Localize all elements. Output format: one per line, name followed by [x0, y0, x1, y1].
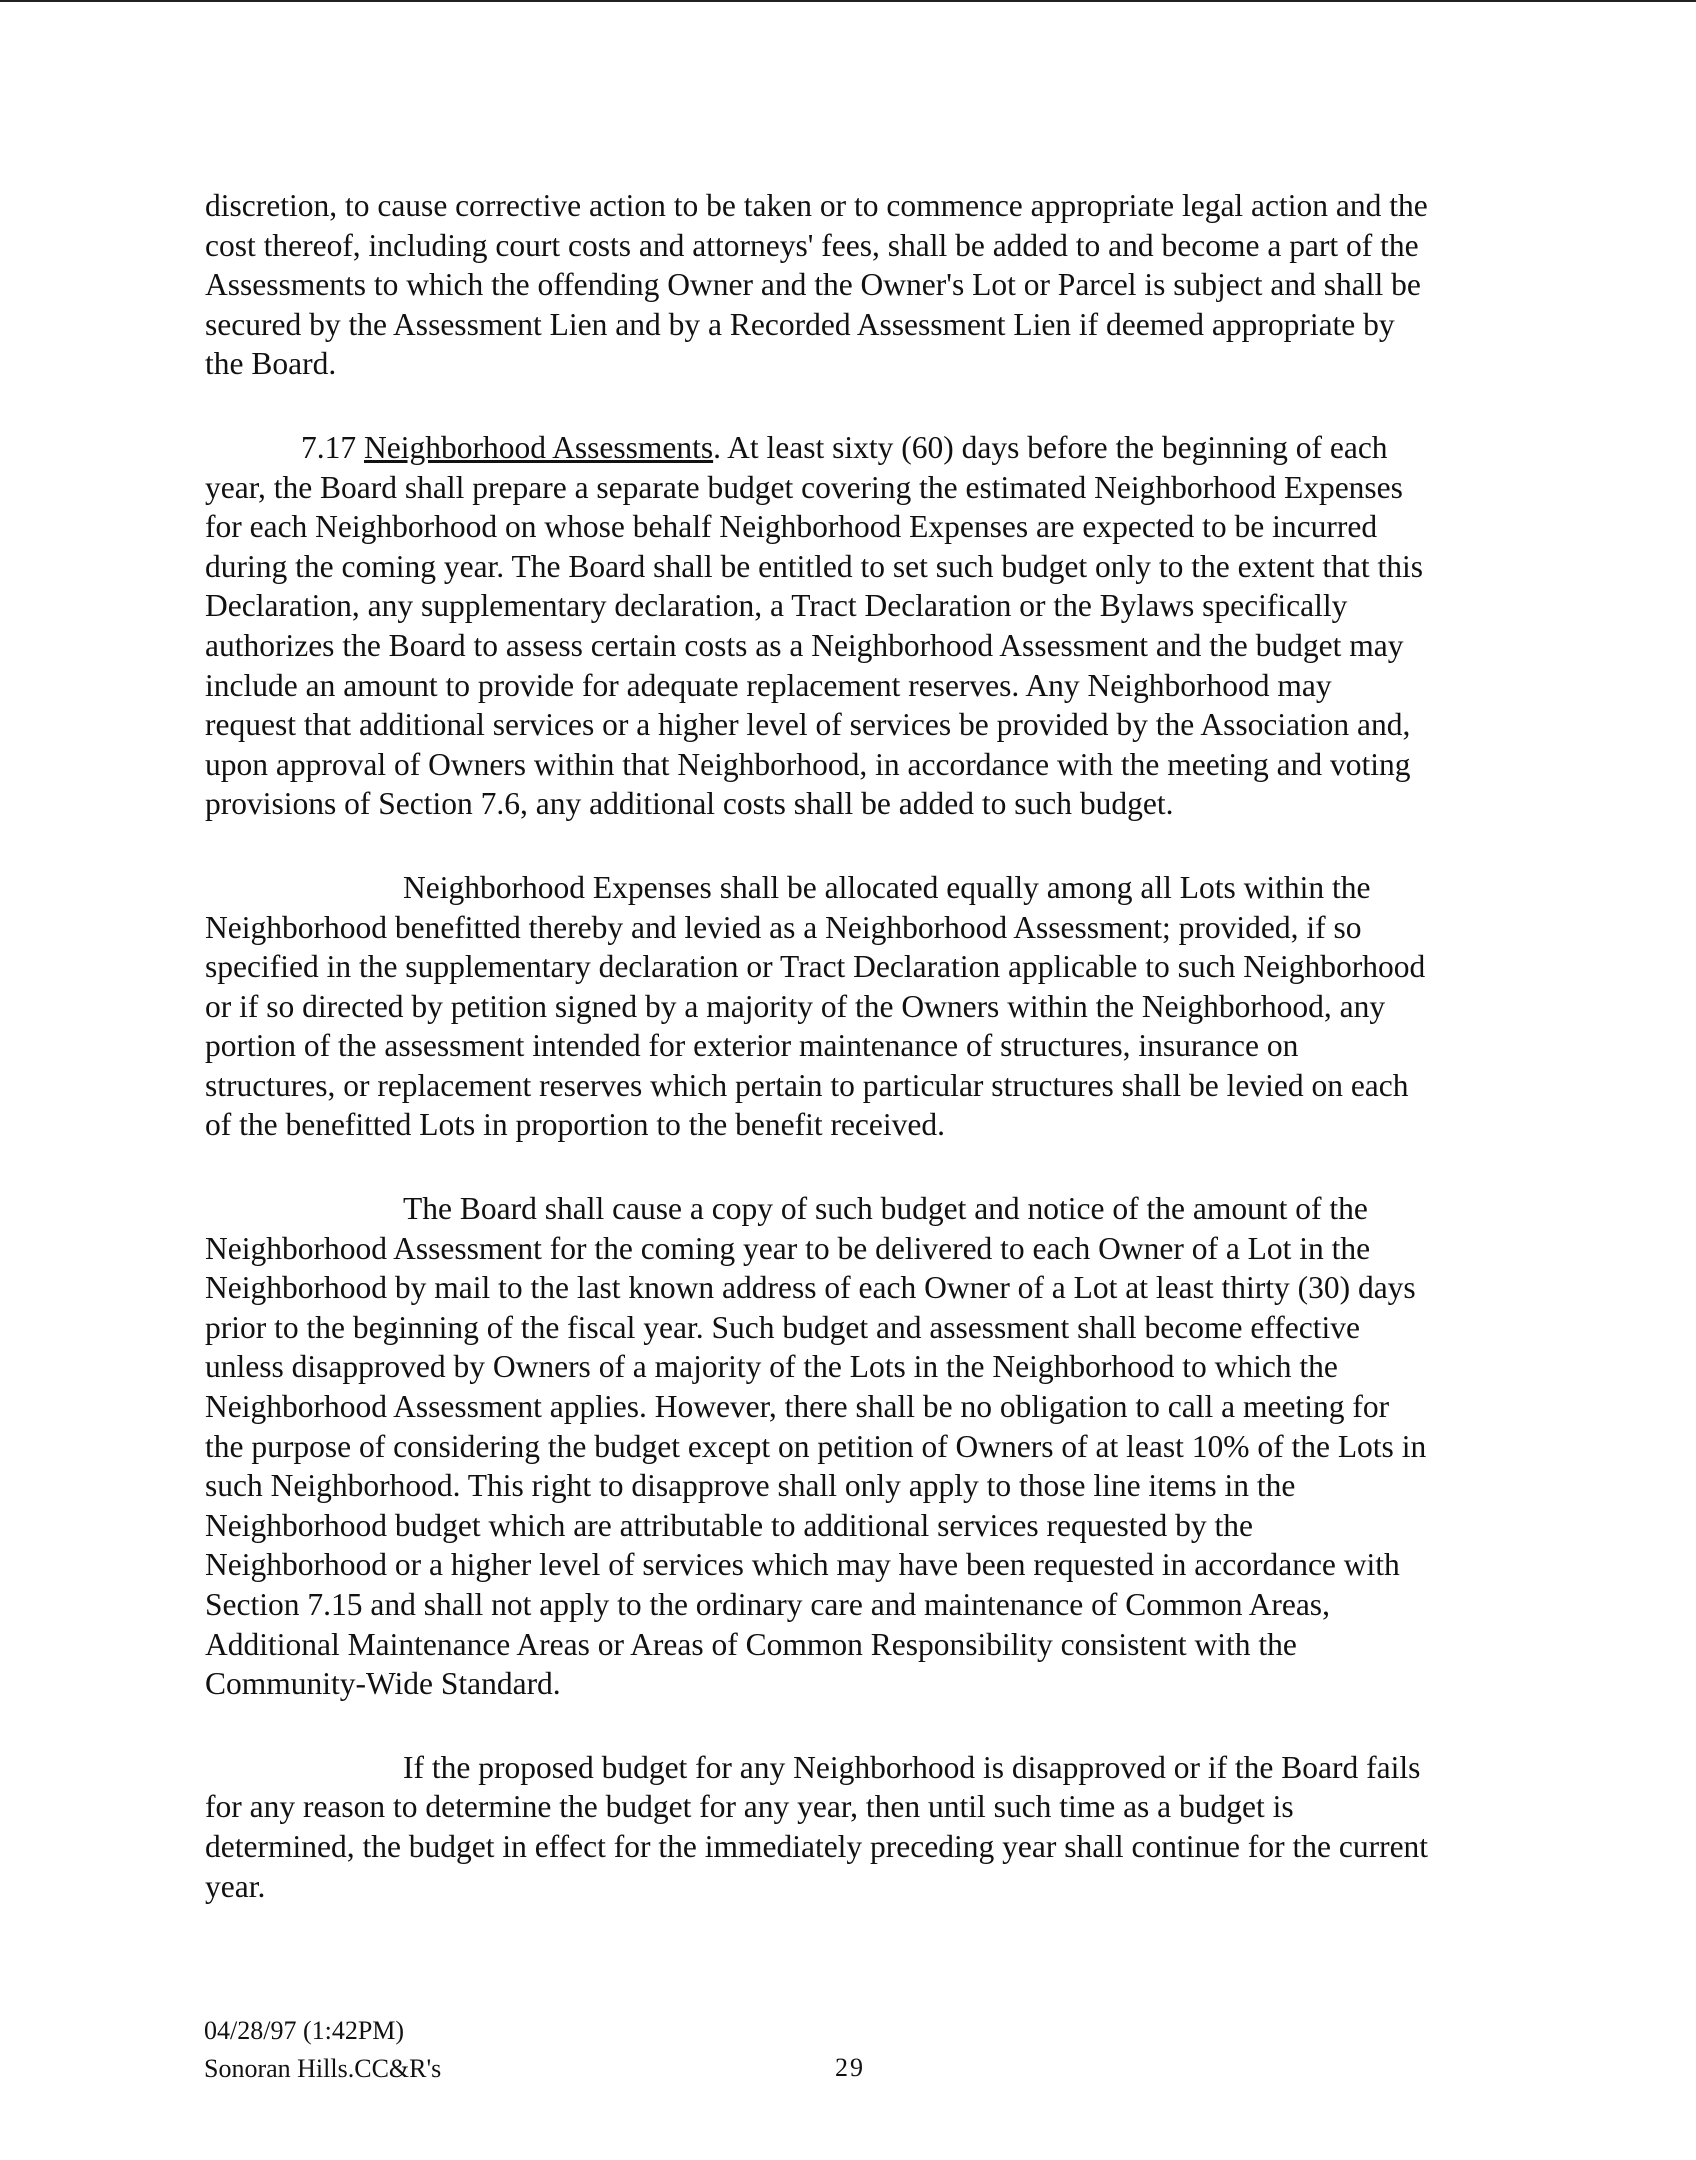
scan-top-edge	[0, 0, 1696, 2]
footer-info	[204, 2012, 441, 2088]
footer-document-name: Sonoran Hills.CC&R's	[204, 2054, 442, 2083]
section-number: 7.17	[301, 429, 357, 465]
section-body: . At least sixty (60) days before the beginning of each year, the Board shall prepare a separate budget covering the estimated Neighborhood Expenses for each Neighborhood on whose behalf Neighborhood Expenses are expected to be incurred during the coming year. The Board shall be entitled to set such budget only to the extent that this Declaration, any supplementary declaration, a Tract Declaration or the Bylaws specifically authorizes the Board to assess certain costs as a Neighborhood Assessment and the budget may include an amount to provide for adequate replacement reserves. Any Neighborhood may request that additional services or a higher level of services be provided by the Association and, upon approval of Owners within that Neighborhood, in accordance with the meeting and voting provisions of Section 7.6, any additional costs shall be added to such budget.	[205, 429, 1424, 822]
page-number: 29	[835, 2053, 865, 2082]
section-heading: Neighborhood Assessments	[364, 429, 714, 465]
paragraph-allocation: Neighborhood Expenses shall be allocated equally among all Lots within the Neighborhood benefitted thereby and levied as a Neighborhood Assessment; provided, if so specified in the supplementary declaration or Tract Declaration applicable to such Neighborhood or if so directed by petition signed by a majority of the Owners within the Neighborhood, any portion of the assessment intended for exterior maintenance of structures, insurance on structures, or replacement reserves which pertain to particular structures shall be levied on each of the benefitted Lots in proportion to the benefit received.	[205, 869, 1426, 1143]
document-body	[205, 186, 1505, 1950]
footer-date-time: 04/28/97 (1:42PM)	[204, 2016, 405, 2045]
paragraph-disapproval: If the proposed budget for any Neighborhood is disapproved or if the Board fails for any reason to determine the budget for any year, then until such time as a budget is determined, the budget in effect for the immediately preceding year shall continue for the current year.	[205, 1749, 1429, 1904]
paragraph-continuation: discretion, to cause corrective action to be taken or to commence appropriate legal action and the cost thereof, including court costs and attorneys' fees, shall be added to and become a part of the Assessments to which the offending Owner and the Owner's Lot or Parcel is subject and shall be secured by the Assessment Lien and by a Recorded Assessment Lien if deemed appropriate by the Board.	[205, 188, 1428, 382]
section-7-17-paragraph	[205, 428, 1505, 824]
paragraph-budget-notice: The Board shall cause a copy of such budget and notice of the amount of the Neighborhood Assessment for the coming year to be delivered to each Owner of a Lot in the Neighborhood by mail to the last known address of each Owner of a Lot at least thirty (30) days prior to the beginning of the fiscal year. Such budget and assessment shall become effective unless disapproved by Owners of a majority of the Lots in the Neighborhood to which the Neighborhood Assessment applies. However, there shall be no obligation to call a meeting for the purpose of considering the budget except on petition of Owners of at least 10% of the Lots in such Neighborhood. This right to disapprove shall only apply to those line items in the Neighborhood budget which are attributable to additional services requested by the Neighborhood or a higher level of services which may have been requested in accordance with Section 7.15 and shall not apply to the ordinary care and maintenance of Common Areas, Additional Maintenance Areas or Areas of Common Responsibility consistent with the Community-Wide Standard.	[205, 1191, 1427, 1702]
